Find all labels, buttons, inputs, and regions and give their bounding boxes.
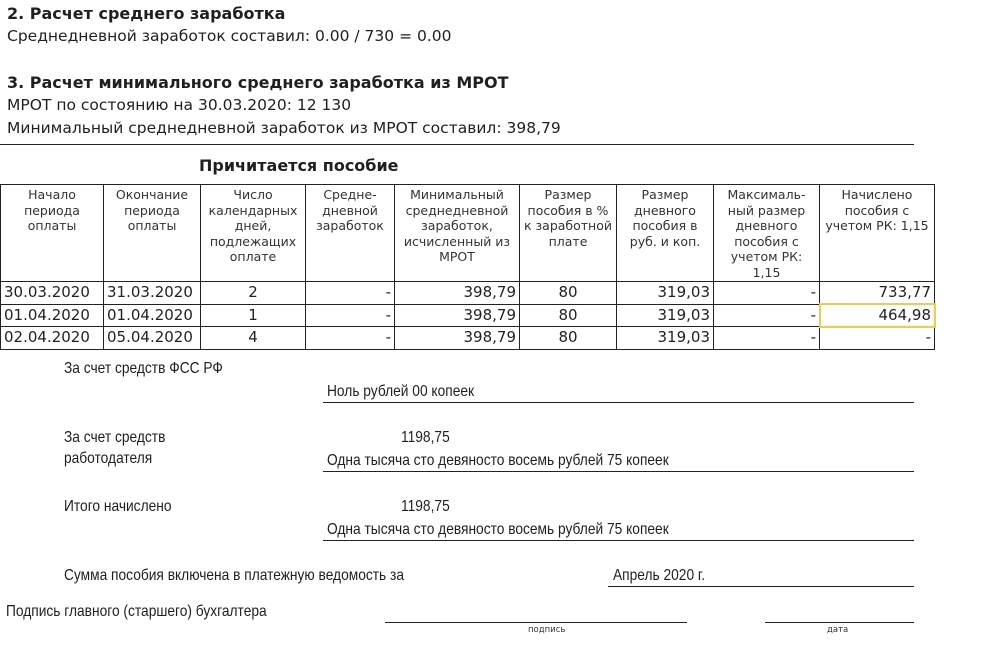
cell-daily: 319,03 <box>617 327 714 350</box>
cell-avg: - <box>306 304 395 327</box>
employer-line <box>323 471 914 472</box>
cell-min-mrot: 398,79 <box>395 327 520 350</box>
payroll-label: Сумма пособия включена в платежную ведомость за <box>64 567 404 584</box>
cell-accrued[interactable]: 733,77 <box>820 282 935 305</box>
payroll-value: Апрель 2020 г. <box>613 567 706 584</box>
table-row <box>1 282 935 305</box>
cell-start: 01.04.2020 <box>1 304 104 327</box>
cell-percent: 80 <box>520 304 617 327</box>
signature-caption: подпись <box>528 625 566 635</box>
section3-title: 3. Расчет минимального среднего заработка из МРОТ <box>7 73 509 92</box>
total-amount: 1198,75 <box>401 498 450 515</box>
col-header-max-daily: Максималь-ный размер дневного пособия с учетом РК: 1,15 <box>714 185 820 282</box>
employer-amount: 1198,75 <box>401 429 450 446</box>
cell-days: 1 <box>201 304 306 327</box>
total-line <box>323 540 914 541</box>
cell-min-mrot: 398,79 <box>395 282 520 305</box>
date-line[interactable] <box>765 622 914 623</box>
cell-start: 02.04.2020 <box>1 327 104 350</box>
cell-accrued-selected[interactable]: 464,98 <box>820 304 935 327</box>
col-header-days: Число календарных дней, подлежащих оплате <box>201 185 306 282</box>
fss-words: Ноль рублей 00 копеек <box>327 383 475 400</box>
benefit-table <box>0 184 935 350</box>
cell-avg: - <box>306 327 395 350</box>
cell-percent: 80 <box>520 282 617 305</box>
fss-label: За счет средств ФСС РФ <box>64 360 223 377</box>
total-label: Итого начислено <box>64 498 172 515</box>
col-header-start: Начало периода оплаты <box>1 185 104 282</box>
cell-days: 4 <box>201 327 306 350</box>
cell-daily: 319,03 <box>617 282 714 305</box>
mrot-text: МРОТ по состоянию на 30.03.2020: 12 130 <box>7 96 352 114</box>
cell-max-daily: - <box>714 282 820 305</box>
avg-earnings-text: Среднедневной заработок составил: 0.00 / 730 = 0.00 <box>7 27 452 45</box>
table-row <box>1 304 935 327</box>
cell-end: 01.04.2020 <box>104 304 201 327</box>
payroll-line <box>608 586 914 587</box>
cell-avg: - <box>306 282 395 305</box>
employer-label-1: За счет средств <box>64 429 166 446</box>
cell-end: 05.04.2020 <box>104 327 201 350</box>
cell-daily: 319,03 <box>617 304 714 327</box>
cell-percent: 80 <box>520 327 617 350</box>
col-header-percent: Размер пособия в % к заработной плате <box>520 185 617 282</box>
signature-line[interactable] <box>385 622 687 623</box>
cell-max-daily: - <box>714 327 820 350</box>
cell-min-mrot: 398,79 <box>395 304 520 327</box>
divider <box>0 144 914 145</box>
cell-accrued[interactable]: - <box>820 327 935 350</box>
min-earnings-text: Минимальный среднедневной заработок из МРОТ составил: 398,79 <box>7 119 561 137</box>
col-header-min-mrot: Минимальный среднедневной заработок, исчисленный из МРОТ <box>395 185 520 282</box>
employer-label-2: работодателя <box>64 450 153 467</box>
fss-line <box>323 402 914 403</box>
col-header-avg: Средне-дневной заработок <box>306 185 395 282</box>
col-header-accrued: Начислено пособия с учетом РК: 1,15 <box>820 185 935 282</box>
cell-max-daily: - <box>714 304 820 327</box>
employer-words: Одна тысяча сто девяносто восемь рублей 75 копеек <box>327 452 669 469</box>
col-header-daily: Размер дневного пособия в руб. и коп. <box>617 185 714 282</box>
total-words: Одна тысяча сто девяносто восемь рублей 75 копеек <box>327 521 669 538</box>
section2-title: 2. Расчет среднего заработка <box>7 4 286 23</box>
table-row <box>1 327 935 350</box>
benefit-title: Причитается пособие <box>199 156 399 175</box>
date-caption: дата <box>827 625 849 635</box>
col-header-end: Окончание периода оплаты <box>104 185 201 282</box>
cell-start: 30.03.2020 <box>1 282 104 305</box>
table-header-row <box>1 185 935 282</box>
signature-label: Подпись главного (старшего) бухгалтера <box>6 603 267 620</box>
cell-days: 2 <box>201 282 306 305</box>
cell-end: 31.03.2020 <box>104 282 201 305</box>
